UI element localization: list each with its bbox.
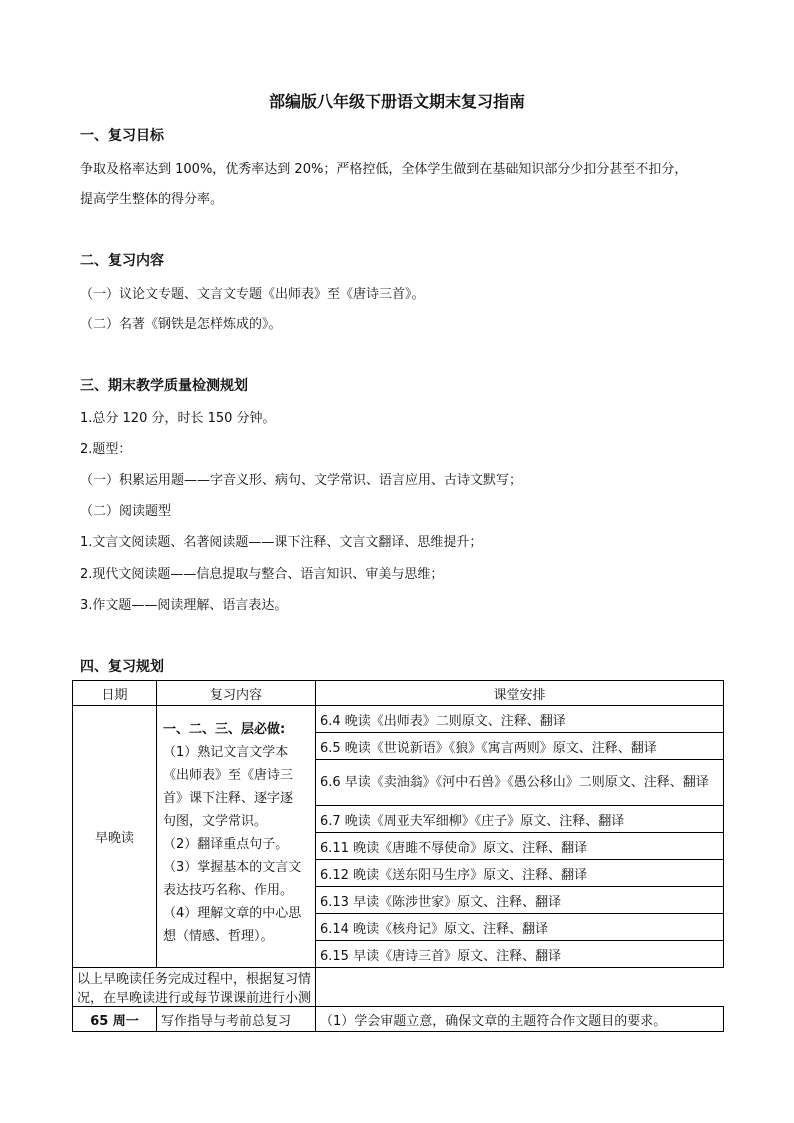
content-line: 《出师表》至《唐诗三 bbox=[163, 768, 294, 783]
table-row bbox=[73, 706, 724, 733]
header-date: 日期 bbox=[73, 681, 157, 706]
content-line: 想（情感、哲理）。 bbox=[163, 929, 274, 944]
content-cell: 写作指导与考前总复习 bbox=[157, 1007, 316, 1032]
table-note-row bbox=[73, 968, 724, 1007]
section-heading-content: 二、复习内容 bbox=[80, 253, 164, 269]
content-line: （4）理解文章的中心思 bbox=[163, 906, 302, 921]
table-row bbox=[73, 1007, 724, 1032]
note-cell: 以上早晚读任务完成过程中，根据复习情况，在早晚读进行或每节课课前进行小测 bbox=[73, 968, 316, 1007]
goals-line-2: 提高学生整体的得分率。 bbox=[80, 192, 224, 207]
date-cell: 65 周一 bbox=[73, 1007, 157, 1032]
arrangement-cell: 6.5 晚读《世说新语》《狼》《寓言两则》原文、注释、翻译 bbox=[316, 733, 724, 760]
table-header-row bbox=[73, 681, 724, 706]
content-line: （1）熟记文言文学本 bbox=[163, 745, 289, 760]
arrangement-cell: 6.11 晚读《唐雎不辱使命》原文、注释、翻译 bbox=[316, 833, 724, 860]
goals-line-1: 争取及格率达到 100%，优秀率达到 20%；严格控低，全体学生做到在基础知识部分少扣分甚至不扣分， bbox=[80, 162, 688, 177]
arrangement-cell: 6.7 晚读《周亚夫军细柳》《庄子》原文、注释、翻译 bbox=[316, 806, 724, 833]
content-line-1: （一）议论文专题、文言文专题《出师表》至《唐诗三首》。 bbox=[80, 287, 425, 302]
arrangement-cell: （1）学会审题立意，确保文章的主题符合作文题目的要求。 bbox=[316, 1007, 724, 1032]
exam-line-3: （一）积累运用题——字音义形、病句、文学常识、语言应用、古诗文默写； bbox=[80, 473, 523, 488]
arrangement-cell: 6.6 早读《卖油翁》《河中石兽》《愚公移山》二则原文、注释、翻译 bbox=[316, 760, 724, 806]
content-cell-classics bbox=[157, 706, 316, 968]
section-heading-review-plan: 四、复习规划 bbox=[80, 659, 164, 675]
exam-line-4: （二）阅读题型 bbox=[80, 504, 172, 519]
content-line: （2）翻译重点句子。 bbox=[163, 837, 289, 852]
content-line: 表达技巧名称、作用。 bbox=[163, 883, 294, 898]
content-line: 首》课下注释、逐字逐 bbox=[163, 791, 294, 806]
content-subheading: 一、二、三、层必做: bbox=[163, 722, 286, 737]
content-line-2: （二）名著《钢铁是怎样炼成的》。 bbox=[80, 317, 282, 332]
arrangement-cell: 6.14 晚读《核舟记》原文、注释、翻译 bbox=[316, 914, 724, 941]
exam-line-7: 3.作文题——阅读理解、语言表达。 bbox=[80, 598, 288, 613]
section-heading-goals: 一、复习目标 bbox=[80, 128, 164, 144]
exam-line-6: 2.现代文阅读题——信息提取与整合、语言知识、审美与思维； bbox=[80, 567, 444, 582]
arrangement-cell: 6.4 晚读《出师表》二则原文、注释、翻译 bbox=[316, 706, 724, 733]
arrangement-cell: 6.15 早读《唐诗三首》原文、注释、翻译 bbox=[316, 941, 724, 968]
section-heading-exam-plan: 三、期末教学质量检测规划 bbox=[80, 378, 248, 394]
exam-line-2: 2.题型： bbox=[80, 442, 132, 457]
header-content: 复习内容 bbox=[157, 681, 316, 706]
exam-line-1: 1.总分 120 分，时长 150 分钟。 bbox=[80, 411, 276, 426]
review-plan-table bbox=[72, 680, 724, 1032]
document-title: 部编版八年级下册语文期末复习指南 bbox=[268, 92, 525, 111]
header-arrangement: 课堂安排 bbox=[316, 681, 724, 706]
content-line: （3）掌握基本的文言文 bbox=[163, 860, 302, 875]
date-cell-morning-evening: 早晚读 bbox=[73, 706, 157, 968]
arrangement-cell: 6.12 晚读《送东阳马生序》原文、注释、翻译 bbox=[316, 860, 724, 887]
content-line: 句图，文学常识。 bbox=[163, 814, 268, 829]
exam-line-5: 1.文言文阅读题、名著阅读题——课下注释、文言文翻译、思维提升； bbox=[80, 535, 483, 550]
arrangement-cell: 6.13 早读《陈涉世家》原文、注释、翻译 bbox=[316, 887, 724, 914]
